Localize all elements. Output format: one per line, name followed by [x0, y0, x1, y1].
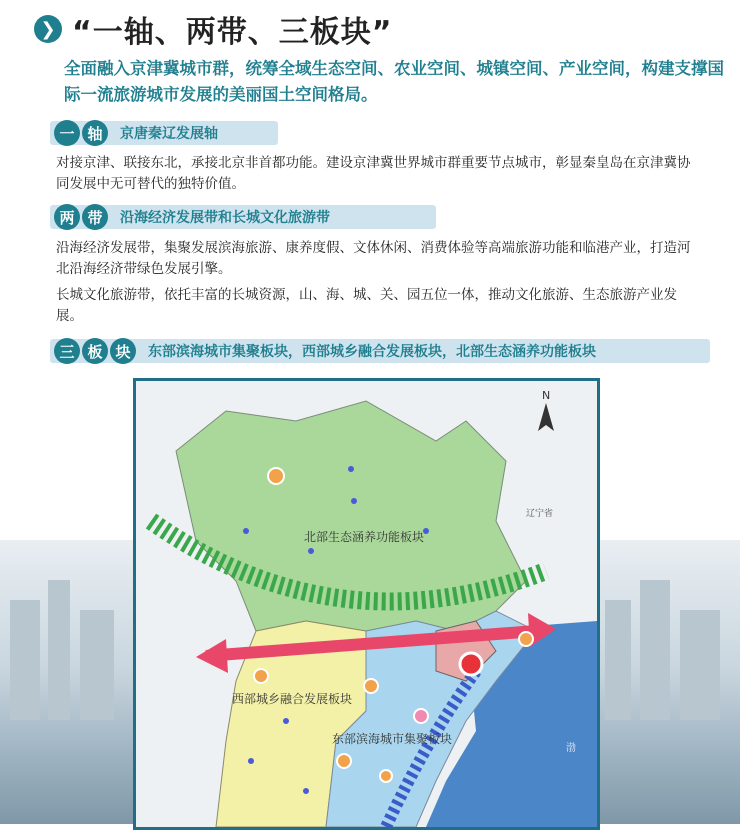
chevron-right-icon: ❯: [34, 15, 62, 43]
east-block-label: 东部滨海城市集聚板块: [332, 732, 453, 746]
section-badge: 两: [54, 204, 80, 230]
section-3-heading: [54, 338, 596, 364]
section-badge: 块: [110, 338, 136, 364]
section-badge: 三: [54, 338, 80, 364]
section-badge: 板: [82, 338, 108, 364]
compass-label: N: [542, 389, 551, 402]
section-1-heading: [54, 120, 218, 146]
north-block-label: 北部生态涵养功能板块: [304, 530, 425, 544]
section-badge: 一: [54, 120, 80, 146]
west-block-label: 西部城乡融合发展板块: [232, 692, 353, 706]
page-title: “一轴、两带、三板块”: [72, 15, 393, 50]
section-badge: 带: [82, 204, 108, 230]
map-svg: [136, 381, 597, 827]
page-title-row: [34, 10, 392, 48]
section-2-heading: [54, 204, 330, 230]
section-badge: 轴: [82, 120, 108, 146]
section-2-paragraph-1: 沿海经济发展带，集聚发展滨海旅游、康养度假、文体休闲、消费体验等高端旅游功能和临港产业，打造河北沿海经济带绿色发展引擎。: [56, 240, 691, 277]
section-2-paragraph-2: 长城文化旅游带，依托丰富的长城资源，山、海、城、关、园五位一体，推动文化旅游、生态旅游产业发展。: [56, 287, 677, 324]
sea-label: 渤: [566, 743, 576, 754]
lead-paragraph: 全面融入京津冀城市群，统筹全域生态空间、农业空间、城镇空间、产业空间，构建支撑国际一流旅游城市发展的美丽国土空间格局。: [64, 59, 724, 104]
province-label: 辽宁省: [526, 509, 554, 519]
section-3-label: 东部滨海城市集聚板块，西部城乡融合发展板块，北部生态涵养功能板块: [148, 344, 596, 360]
planning-map: [133, 378, 600, 830]
section-2-label: 沿海经济发展带和长城文化旅游带: [120, 210, 330, 226]
section-1-label: 京唐秦辽发展轴: [120, 126, 218, 142]
section-1-paragraph: 对接京津、联接东北，承接北京非首都功能。建设京津冀世界城市群重要节点城市，彰显秦皇岛在京津冀协同发展中无可替代的独特价值。: [56, 155, 691, 192]
